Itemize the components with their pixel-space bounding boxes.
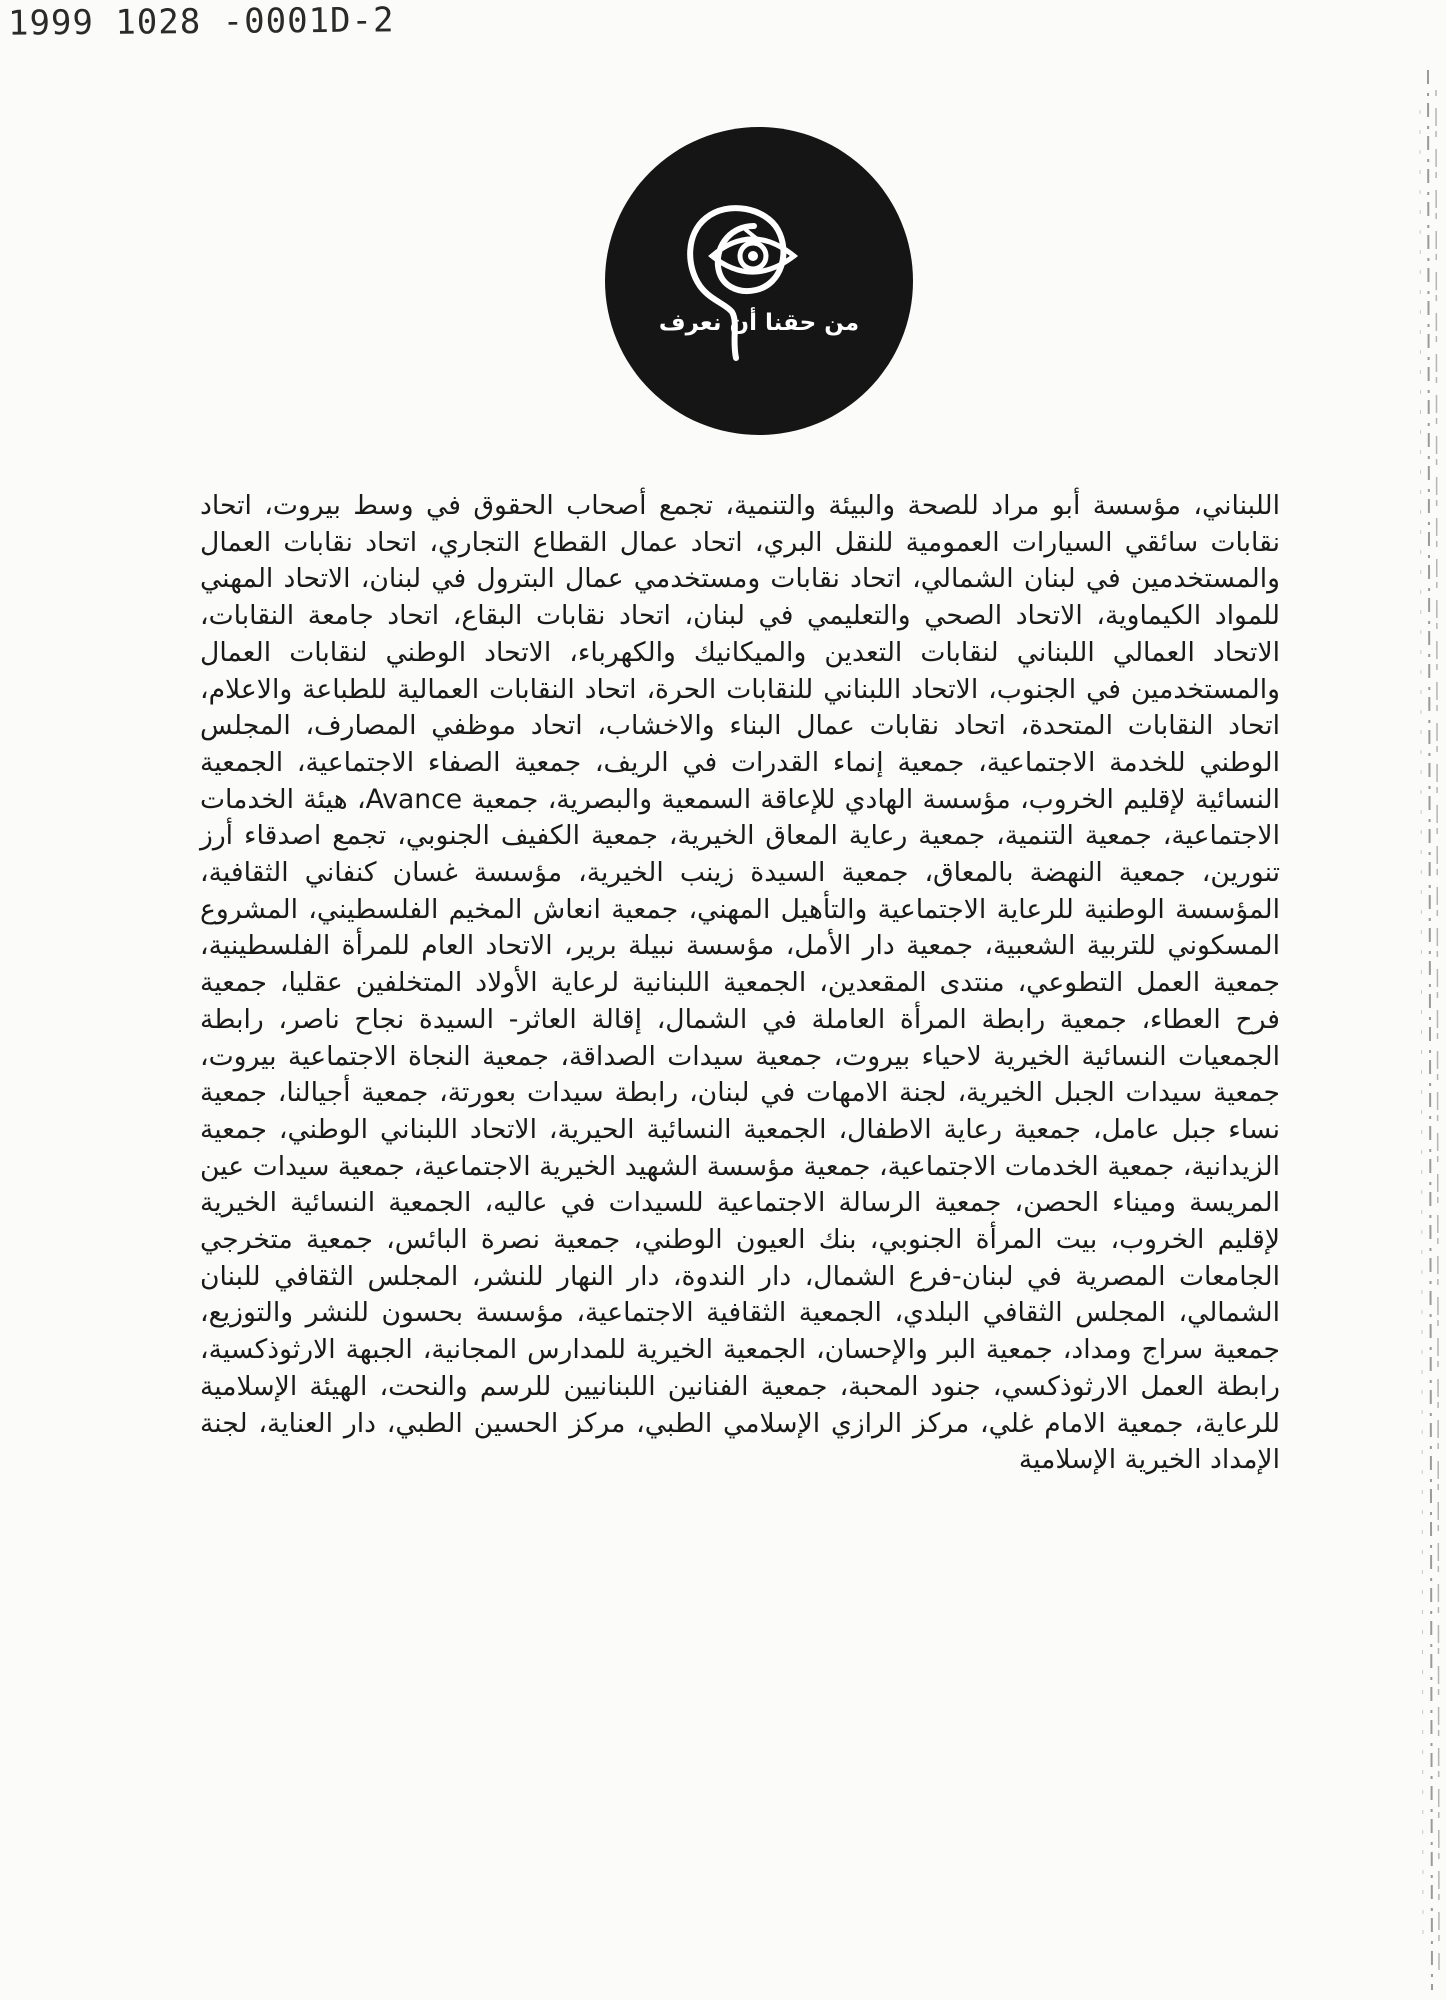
scan-edge-artifact: [1406, 70, 1446, 1990]
organizations-list-paragraph: اللبناني، مؤسسة أبو مراد للصحة والبيئة والتنمية، تجمع أصحاب الحقوق في وسط بيروت، اتحاد نقابات سائقي السيارات العمومية للنقل البري، اتحاد عمال القطاع التجاري، اتحاد نقابات العمال والمستخدمين في لبنان الشمالي، اتحاد نقابات ومستخدمي عمال البترول في لبنان، الاتحاد المهني للمواد الكيماوية، الاتحاد الصحي والتعليمي في لبنان، اتحاد نقابات البقاع، اتحاد جامعة النقابات، الاتحاد العمالي اللبناني لنقابات التعدين والميكانيك والكهرباء، الاتحاد الوطني لنقابات العمال والمستخدمين في الجنوب، الاتحاد اللبناني للنقابات الحرة، اتحاد النقابات العمالية للطباعة والاعلام، اتحاد النقابات المتحدة، اتحاد نقابات عمال البناء والاخشاب، اتحاد موظفي المصارف، المجلس الوطني للخدمة الاجتماعية، جمعية إنماء القدرات في الريف، جمعية الصفاء الاجتماعية، الجمعية النسائية لإقليم الخروب، مؤسسة الهادي للإعاقة السمعية والبصرية، جمعية Avance، هيئة الخدمات الاجتماعية، جمعية التنمية، جمعية رعاية المعاق الخيرية، جمعية الكفيف الجنوبي، تجمع اصدقاء أرز تنورين، جمعية النهضة بالمعاق، جمعية السيدة زينب الخيرية، مؤسسة غسان كنفاني الثقافية، المؤسسة الوطنية للرعاية الاجتماعية والتأهيل المهني، جمعية انعاش المخيم الفلسطيني، المشروع المسكوني للتربية الشعبية، جمعية دار الأمل، مؤسسة نبيلة برير، الاتحاد العام للمرأة الفلسطينية، جمعية العمل التطوعي، منتدى المقعدين، الجمعية اللبنانية لرعاية الأولاد المتخلفين عقليا، جمعية فرح العطاء، جمعية رابطة المرأة العاملة في الشمال، إقالة العاثر- السيدة نجاح ناصر، رابطة الجمعيات النسائية الخيرية لاحياء بيروت، جمعية سيدات الصداقة، جمعية النجاة الاجتماعية بيروت، جمعية سيدات الجبل الخيرية، لجنة الامهات في لبنان، رابطة سيدات بعورتة، جمعية أجيالنا، جمعية نساء جبل عامل، جمعية رعاية الاطفال، الجمعية النسائية الحيرية، الاتحاد اللبناني الوطني، جمعية الزيدانية، جمعية الخدمات الاجتماعية، جمعية مؤسسة الشهيد الخيرية الاجتماعية، جمعية سيدات عين المريسة وميناء الحصن، جمعية الرسالة الاجتماعية للسيدات في عاليه، الجمعية النسائية الخيرية لإقليم الخروب، بيت المرأة الجنوبي، بنك العيون الوطني، جمعية نصرة البائس، جمعية متخرجي الجامعات المصرية في لبنان-فرع الشمال، دار الندوة، دار النهار للنشر، المجلس الثقافي للبنان الشمالي، المجلس الثقافي البلدي، الجمعية الثقافية الاجتماعية، مؤسسة بحسون للنشر والتوزيع، جمعية سراج ومداد، جمعية البر والإحسان، الجمعية الخيرية للمدارس المجانية، الجبهة الارثوذكسية، رابطة العمل الارثوذكسي، جنود المحبة، جمعية الفنانين اللبنانيين للرسم والنحت، الهيئة الإسلامية للرعاية، جمعية الامام غلي، مركز الرازي الإسلامي الطبي، مركز الحسين الطبي، دار العناية، لجنة الإمداد الخيرية الإسلامية: [200, 490, 1280, 1476]
eye-question-mark-icon: [604, 126, 914, 436]
logo: [604, 126, 914, 436]
scan-reference-code: 1999 1028 -0001D-2: [7, 0, 395, 44]
logo-slogan: من حقنا أن نعرف: [658, 310, 860, 336]
